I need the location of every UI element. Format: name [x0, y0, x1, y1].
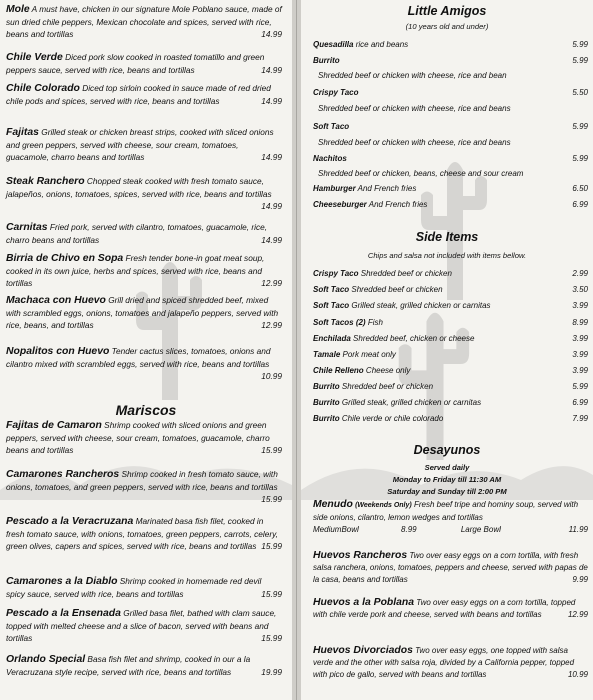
item-name: Carnitas	[6, 222, 48, 233]
side-item-row	[313, 365, 588, 377]
item-price: 3.99	[572, 301, 588, 310]
item-price: 3.50	[572, 285, 588, 294]
item-price: 10.99	[261, 371, 282, 381]
item-price: 7.99	[572, 414, 588, 423]
large-bowl-price: 11.99	[568, 525, 588, 534]
kids-item-burrito	[313, 55, 588, 67]
item-price: 6.50	[572, 184, 588, 193]
menu-item-chile-colorado	[6, 82, 282, 107]
item-description: Grilled basa filet, bathed with clam sauce, topped with melted cheese and a slice of bacon, served with beans and tortillas	[6, 608, 277, 643]
side-item-row	[313, 284, 588, 296]
item-price: 14.99	[261, 201, 282, 211]
item-name: Burrito	[313, 382, 340, 391]
item-name: Chile Relleno	[313, 366, 364, 375]
item-price: 5.99	[572, 122, 588, 131]
item-name: Enchilada	[313, 334, 351, 343]
item-description: Shredded beef, chicken or cheese	[353, 334, 475, 343]
item-description: Shredded beef or chicken	[341, 382, 434, 391]
item-name: Pescado a la Veracruzana	[6, 516, 134, 527]
item-price: 3.99	[572, 334, 588, 343]
item-description: Shrimp cooked in homemade red devil spicy sauce, served with rice, beans and tortillas	[6, 576, 262, 599]
side-item-row	[313, 381, 588, 393]
item-price: 14.99	[261, 29, 282, 39]
item-description: Pork meat only	[342, 350, 396, 359]
kids-item-nachitos	[313, 153, 588, 165]
menu-item-nopalitos	[6, 345, 282, 382]
item-description: Marinated basa fish filet, cooked in fresh tomato sauce, with onions, tomatoes, green peppers, carrots, celery, green olives, capers and spices, served with rice, beans and tortillas	[6, 516, 278, 551]
large-bowl-label: Large Bowl	[460, 525, 501, 534]
menu-item-machaca	[6, 294, 282, 331]
item-description: Fried pork, served with cilantro, tomatoes, guacamole, rice, charro beans and tortillas	[6, 222, 268, 245]
item-price: 3.99	[572, 350, 588, 359]
kids-item-cheeseburger	[313, 199, 588, 211]
menu-item-huevos-poblana	[313, 597, 588, 621]
menu-item-birria	[6, 252, 282, 289]
item-description: And French fries	[357, 184, 417, 193]
desayunos-weekend-hours: Saturday and Sunday till 2:00 PM	[387, 487, 507, 496]
item-description: Shrimp cooked in fresh tomato sauce, with onions, tomatoes, and green peppers, served with rice, beans and tortillas	[6, 469, 278, 492]
item-name: Hamburger	[313, 184, 356, 193]
item-name: Soft Tacos (2)	[313, 318, 366, 327]
item-description: Fish	[367, 318, 383, 327]
item-price: 15.99	[261, 633, 282, 643]
item-name: Soft Taco	[313, 285, 350, 294]
item-price: 5.99	[572, 154, 588, 163]
section-title-mariscos: Mariscos	[115, 402, 177, 418]
kids-item-soft-taco-desc: Shredded beef or chicken with cheese, rice and beans	[318, 138, 511, 147]
item-name: Mole	[6, 4, 30, 15]
item-price: 14.99	[261, 152, 282, 162]
side-item-row	[313, 300, 588, 312]
item-price: 14.99	[261, 65, 282, 75]
side-items-note: Chips and salsa not included with items bellow.	[367, 251, 527, 260]
item-price: 5.99	[572, 382, 588, 391]
item-name: Burrito	[313, 56, 340, 65]
side-item-row	[313, 268, 588, 280]
section-title-desayunos: Desayunos	[413, 443, 481, 457]
kids-item-burrito-desc: Shredded beef or chicken with cheese, rice and bean	[318, 71, 507, 80]
item-price: 12.99	[261, 278, 282, 288]
item-name: Chile Colorado	[6, 83, 80, 94]
menu-item-huevos-divorciados	[313, 645, 588, 681]
item-price: 5.50	[572, 88, 588, 97]
kids-item-soft-taco	[313, 121, 588, 133]
menu-item-orlando-special	[6, 653, 282, 678]
item-description: Grill dried and spiced shredded beef, mixed with scrambled eggs, onions, tomatoes and jalapeño peppers, served with rice, beans, and tortillas	[6, 295, 279, 330]
item-description: And French fries	[368, 200, 428, 209]
item-name: Huevos Rancheros	[313, 550, 408, 561]
item-description: Cheese only	[365, 366, 411, 375]
section-title-side-items: Side Items	[415, 230, 479, 244]
item-description: Shredded beef or chicken	[351, 285, 443, 294]
item-price: 12.99	[567, 610, 588, 619]
item-description: rice and beans	[355, 40, 409, 49]
menu-item-steak-ranchero	[6, 175, 282, 212]
item-name: Quesadilla	[313, 40, 354, 49]
menu-item-pescado-ensenada	[6, 607, 282, 644]
item-price: 15.99	[261, 541, 282, 551]
item-description: Grilled steak, grilled chicken or carnitas	[341, 398, 482, 407]
item-description: Two over easy eggs on a corn tortilla, with fresh salsa ranchera, onions, tomatoes, peppers and cheese, served with papas de la casa, beans and tortillas	[313, 551, 588, 584]
item-price: 12.99	[261, 320, 282, 330]
item-price: 9.99	[572, 575, 588, 584]
item-description: Grilled steak, grilled chicken or carnitas	[351, 301, 491, 310]
menu-item-camarones-rancheros	[6, 468, 282, 505]
kids-item-crispy-taco-desc: Shredded beef or chicken with cheese, rice and beans	[318, 104, 511, 113]
item-name: Soft Taco	[313, 122, 350, 131]
item-name: Camarones a la Diablo	[6, 576, 118, 587]
kids-item-crispy-taco	[313, 87, 588, 99]
item-name: Chile Verde	[6, 52, 63, 63]
item-description: Fresh tender bone-in goat meat soup, cooked in its own juice, herbs and spices, served with rice, beans and tortillas	[6, 253, 265, 288]
item-price: 14.99	[261, 96, 282, 106]
item-name: Birria de Chivo en Sopa	[6, 253, 124, 264]
little-amigos-note: (10 years old and under)	[405, 22, 489, 31]
item-name: Fajitas	[6, 127, 39, 138]
item-name: Burrito	[313, 414, 340, 423]
item-description: Chopped steak cooked with fresh tomato sauce, jalapeños, onions, tomatoes, spices, served with rice, beans and tortillas	[6, 176, 272, 199]
item-description: Tender cactus slices, tomatoes, onions and cilantro mixed with scrambled eggs, served with rice, beans and tortillas	[6, 346, 271, 369]
item-price: 15.99	[261, 494, 282, 504]
item-name: Burrito	[313, 398, 340, 407]
item-price: 19.99	[261, 667, 282, 677]
menu-item-carnitas	[6, 221, 282, 246]
item-price: 15.99	[261, 589, 282, 599]
item-name: Crispy Taco	[313, 88, 359, 97]
item-description: Fresh beef tripe and hominy soup, served with side onions, cilantro, lemon wedges and tortillas	[313, 500, 579, 522]
kids-item-quesadilla	[313, 39, 588, 51]
menu-item-fajitas	[6, 126, 282, 163]
side-item-row	[313, 397, 588, 409]
item-price: 14.99	[261, 235, 282, 245]
item-name: Cheeseburger	[313, 200, 367, 209]
item-price: 15.99	[261, 445, 282, 455]
item-description: Chile verde or chile colorado	[341, 414, 444, 423]
desayunos-served-daily: Served daily	[424, 463, 470, 472]
item-price: 2.99	[572, 269, 588, 278]
kids-item-nachitos-desc: Shredded beef or chicken, beans, cheese and sour cream	[318, 169, 524, 178]
item-name: Nopalitos con Huevo	[6, 346, 110, 357]
side-item-row	[313, 413, 588, 425]
item-description: Two over easy eggs on a corn tortilla, topped with chile verde pork and cheese, served with beans and tortillas	[313, 598, 576, 619]
item-name: Orlando Special	[6, 654, 86, 665]
item-description: Diced top sirloin cooked in sauce made of red dried chile pods and spices, served with rice, beans and tortillas	[6, 83, 271, 106]
kids-item-hamburger	[313, 183, 588, 195]
fold-line	[296, 0, 297, 700]
side-item-row	[313, 317, 588, 329]
item-name: Steak Ranchero	[6, 176, 85, 187]
item-name: Pescado a la Ensenada	[6, 608, 121, 619]
item-name: Huevos a la Poblana	[313, 597, 415, 608]
side-item-row	[313, 333, 588, 345]
section-title-little-amigos: Little Amigos	[407, 4, 487, 18]
item-price: 6.99	[572, 200, 588, 209]
item-name: Huevos Divorciados	[313, 645, 413, 656]
item-name: Soft Taco	[313, 301, 350, 310]
menu-item-menudo	[313, 499, 588, 536]
menu-item-huevos-rancheros	[313, 550, 588, 586]
item-description: Diced pork slow cooked in roasted tomatillo and green peppers sauce, served with rice, beans and tortillas	[6, 52, 265, 75]
item-name: Nachitos	[313, 154, 347, 163]
item-name: Machaca con Huevo	[6, 295, 106, 306]
item-description: Shrimp cooked with sliced onions and green peppers, served with cheese, sour cream, tomatoes, guacamole, charro beans and tortillas	[6, 420, 270, 455]
item-name: Camarones Rancheros	[6, 469, 120, 480]
menu-item-pescado-veracruzana	[6, 515, 282, 552]
menu-item-mole	[6, 3, 282, 40]
item-price: 8.99	[572, 318, 588, 327]
item-description: Grilled steak or chicken breast strips, cooked with sliced onions and green peppers, served with cheese, sour cream, tomatoes, guacamole, charro beans and tortillas	[6, 127, 274, 162]
item-name: Tamale	[313, 350, 341, 359]
item-price: 5.99	[572, 56, 588, 65]
item-description: A must have, chicken in our signature Mole Poblano sauce, made of sun dried chile peppers, Mexican chocolate and spices, served with rice, beans and tortillas	[6, 4, 282, 39]
side-item-row	[313, 349, 588, 361]
item-name: Fajitas de Camaron	[6, 420, 102, 431]
medium-bowl-label: MediumBowl	[313, 525, 359, 534]
item-name: Menudo	[313, 499, 353, 510]
medium-bowl-price: 8.99	[401, 525, 417, 534]
item-price: 6.99	[572, 398, 588, 407]
item-price: 10.99	[567, 670, 588, 679]
item-price: 3.99	[572, 366, 588, 375]
item-description: Shredded beef or chicken	[360, 269, 452, 278]
item-description: Basa fish filet and shrimp, cooked in our a la Veracruzana style recipe, served with rice, beans and tortillas	[6, 654, 251, 677]
menu-item-camarones-diablo	[6, 575, 282, 600]
menu-item-chile-verde	[6, 51, 282, 76]
item-tag: (Weekends Only)	[355, 502, 412, 509]
item-description: Two over easy eggs, one topped with salsa verde and the other with salsa roja, divided by a California pepper, topped with pico de gallo, served with beans and tortillas	[313, 646, 575, 679]
menudo-sizes	[313, 524, 588, 536]
item-name: Crispy Taco	[313, 269, 359, 278]
item-price: 5.99	[572, 40, 588, 49]
desayunos-weekday-hours: Monday to Friday till 11:30 AM	[392, 475, 502, 484]
menu-item-fajitas-camaron	[6, 419, 282, 456]
